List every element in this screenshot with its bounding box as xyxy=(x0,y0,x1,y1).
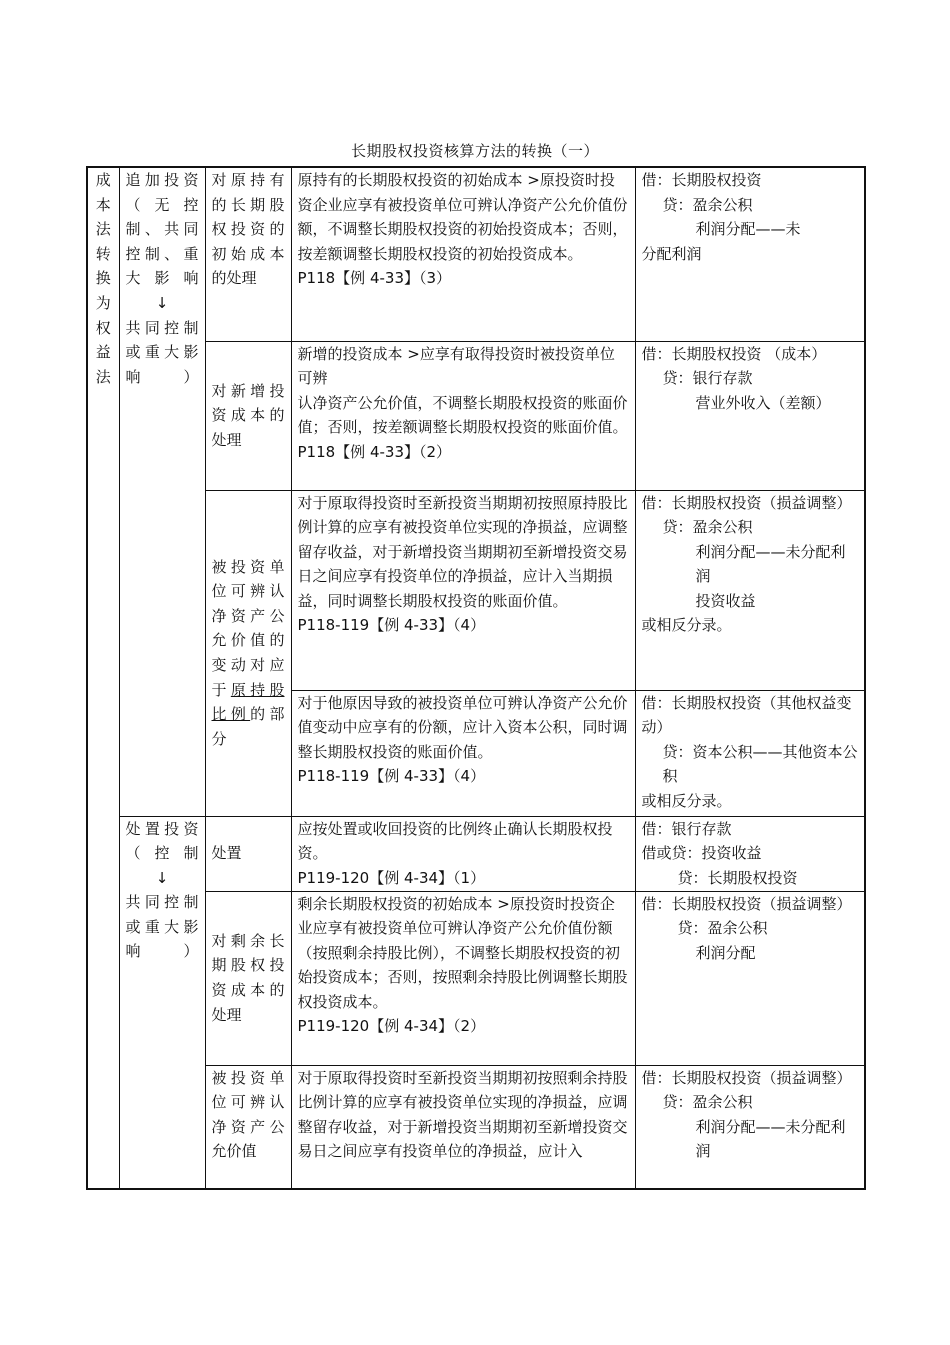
description-cell: 对于原取得投资时至新投资当期期初按照剩余持股比例计算的应享有被投资单位实现的净损益，应调整留存收益，对于新增投资当期期初至新增投资交易日之间应享有投资单位的净损益，应计入 xyxy=(291,1065,635,1189)
description-cell: 新增的投资成本 >应享有取得投资时被投资单位可辨 认净资产公允价值，不调整长期股权投资的账面价值；否则，按差额调整长期股权投资的账面价值。 P118【例 4-33】（2） xyxy=(291,341,635,490)
group-label-top: 处置投资（控制 xyxy=(125,819,199,863)
category-label: 成本法转换为权益法 xyxy=(95,171,111,386)
journal-entry-cell: 借：长期股权投资 贷：盈余公积 利润分配——未 分配利润 xyxy=(635,167,865,341)
group-label-cell xyxy=(119,816,205,1189)
down-arrow-icon: ↓ xyxy=(155,868,169,887)
description-cell: 应按处置或收回投资的比例终止确认长期股权投资。 P119-120【例 4-34】（1） xyxy=(291,816,635,891)
example-reference: P118【例 4-33】（3） xyxy=(297,269,452,288)
conversion-table xyxy=(86,166,866,1190)
down-arrow-icon: ↓ xyxy=(155,293,169,312)
group-label-bottom: 共同控制或重大影响） xyxy=(125,318,199,386)
journal-entry-cell: 借：长期股权投资（其他权益变动） 贷：资本公积——其他资本公积 或相反分录。 xyxy=(635,690,865,816)
description-cell: 剩余长期股权投资的初始成本 >原投资时投资企业应享有被投资单位可辨认净资产公允价值份额（按照剩余持股比例），不调整长期股权投资的初始投资成本；否则，按照剩余持股比例调整长期股权投资成本。 P119-120【例 4-34】（2） xyxy=(291,891,635,1065)
example-reference: P118-119【例 4-33】（4） xyxy=(297,616,486,635)
item-cell: 被投资单位可辨认净资产公允价值的变动对应于原持股比例的部分 xyxy=(205,490,291,816)
example-reference: P118-119【例 4-33】（4） xyxy=(297,767,486,786)
item-cell: 被投资单位可辨认净资产公允价值 xyxy=(205,1065,291,1189)
table-row xyxy=(87,816,865,891)
example-reference: P119-120【例 4-34】（1） xyxy=(297,868,486,887)
description-cell: 对于原取得投资时至新投资当期期初按照原持股比例计算的应享有被投资单位实现的净损益，应调整留存收益，对于新增投资当期期初至新增投资交易日之间应享有投资单位的净损益，应计入当期损益，同时调整长期股权投资的账面价值。 P118-119【例 4-33】（4） xyxy=(291,490,635,690)
item-cell: 对剩余长期股权投资成本的处理 xyxy=(205,891,291,1065)
journal-entry-cell: 借：长期股权投资（损益调整） 贷：盈余公积 利润分配——未分配利润 投资收益 或相反分录。 xyxy=(635,490,865,690)
description-cell: 原持有的长期股权投资的初始成本 >原投资时投资企业应享有被投资单位可辨认净资产公允价值份额，不调整长期股权投资的初始投资成本；否则，按差额调整长期股权投资的初始投资成本。 P118【例 4-33】（3） xyxy=(291,167,635,341)
page-title: 长期股权投资核算方法的转换（一） xyxy=(350,142,599,160)
item-cell: 处置 xyxy=(205,816,291,891)
group-label-bottom: 共同控制或重大影响） xyxy=(125,893,199,961)
journal-entry-cell: 借：长期股权投资（损益调整） 贷：盈余公积 利润分配 xyxy=(635,891,865,1065)
description-cell: 对于他原因导致的被投资单位可辨认净资产公允价值变动中应享有的份额，应计入资本公积，同时调整长期股权投资的账面价值。 P118-119【例 4-33】（4） xyxy=(291,690,635,816)
category-cell xyxy=(87,167,119,1189)
item-cell: 对原持有的长期股权投资的初始成本的处理 xyxy=(205,167,291,341)
journal-entry-cell: 借：银行存款 借或贷：投资收益 贷：长期股权投资 xyxy=(635,816,865,891)
journal-entry-cell: 借：长期股权投资（损益调整） 贷：盈余公积 利润分配——未分配利润 xyxy=(635,1065,865,1189)
table-row xyxy=(87,167,865,341)
group-label-cell xyxy=(119,167,205,816)
example-reference: P119-120【例 4-34】（2） xyxy=(297,1017,486,1036)
item-cell: 对新增投资成本的处理 xyxy=(205,341,291,490)
example-reference: P118【例 4-33】（2） xyxy=(297,442,452,461)
group-label-top: 追加投资（无控制、共同控制、重大影响 xyxy=(125,171,199,288)
journal-entry-cell: 借：长期股权投资 （成本） 贷：银行存款 营业外收入（差额） xyxy=(635,341,865,490)
